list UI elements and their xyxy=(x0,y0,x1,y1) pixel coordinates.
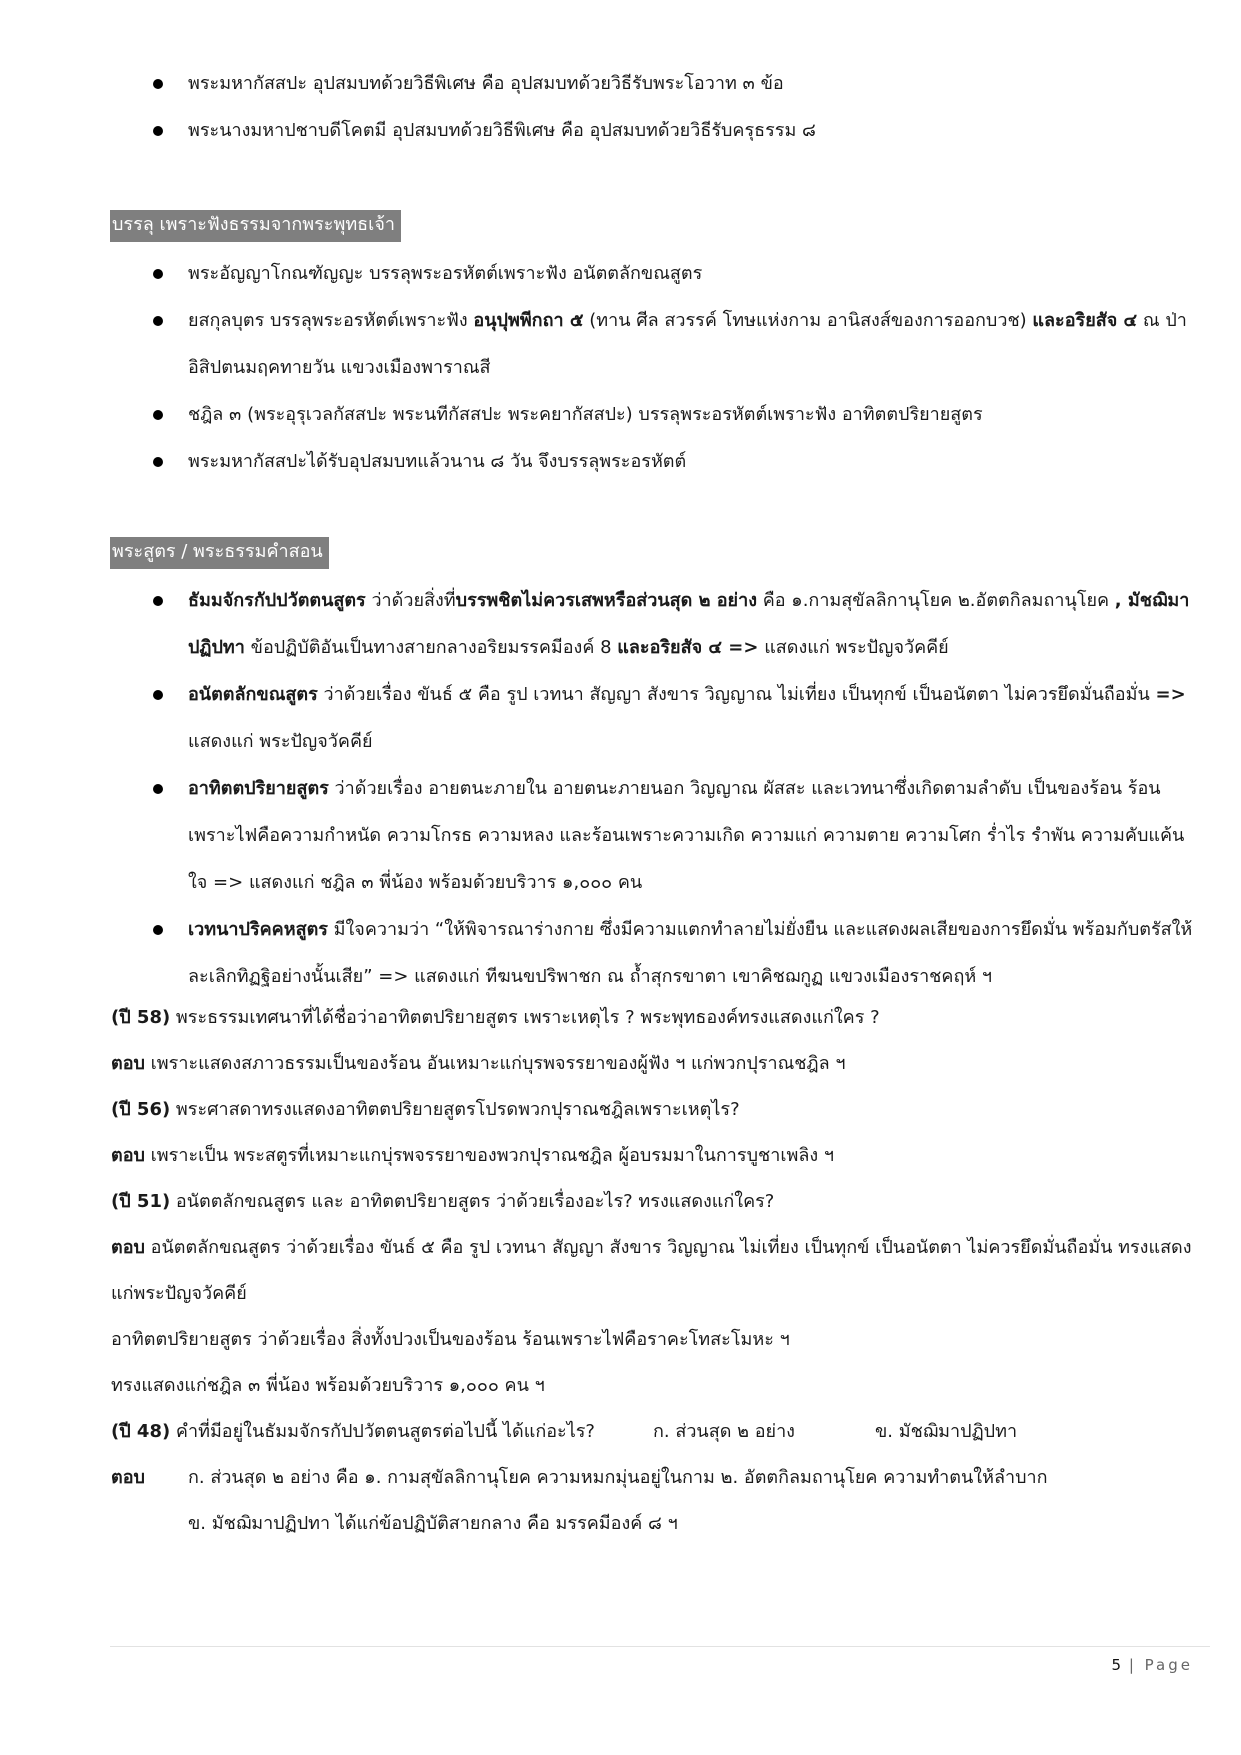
sutta-list xyxy=(0,577,1241,1000)
answer-51-line2: อาทิตตปริยายสูตร ว่าด้วยเรื่อง สิ่งทั้งปวงเป็นของร้อน ร้อนเพราะไฟคือราคะโทสะโมหะ ฯ xyxy=(111,1329,790,1350)
question-51: (ปี 51) อนัตตลักขณสูตร และ อาทิตตปริยายสูตร ว่าด้วยเรื่องอะไร? ทรงแสดงแก่ใคร? xyxy=(111,1191,775,1212)
enlightenment-list xyxy=(0,250,1241,485)
list-item: อาทิตตปริยายสูตร ว่าด้วยเรื่อง อายตนะภายใน อายตนะภายนอก วิญญาณ ผัสสะ และเวทนาซึ่งเกิดตามลำดับ เป็นของร้อน ร้อนเพราะไฟคือความกำหนัด ความโกรธ ความหลง และร้อนเพราะความเกิด ความแก่ ความตาย ความโศก ร่ำไร รำพัน ความคับแค้นใจ => แสดงแก่ ชฎิล ๓ พี่น้อง พร้อมด้วยบริวาร ๑,๐๐๐ คน xyxy=(108,765,1201,906)
top-bullet-list xyxy=(0,60,856,154)
answer-51: ตอบ อนัตตลักขณสูตร ว่าด้วยเรื่อง ขันธ์ ๕ คือ รูป เวทนา สัญญา สังขาร วิญญาณ ไม่เที่ยง เป็นทุกข์ เป็นอนัตตา ไม่ควรยึดมั่นถือมั่น ทรงแสดงแก่พระปัญจวัคคีย์ xyxy=(111,1237,1192,1304)
bullet-icon xyxy=(153,784,163,794)
answer-48: ตอบ ก. ส่วนสุด ๒ อย่าง คือ ๑. กามสุขัลลิกานุโยค ความหมกมุ่นอยู่ในกาม ๒. อัตตกิลมถานุโยค ความทำตนให้ลำบาก xyxy=(111,1467,1048,1488)
list-item: พระมหากัสสปะ อุปสมบทด้วยวิธีพิเศษ คือ อุปสมบทด้วยวิธีรับพระโอวาท ๓ ข้อ xyxy=(108,60,816,107)
answer-48-line2: ข. มัชฌิมาปฏิปทา ได้แก่ข้อปฏิบัติสายกลาง คือ มรรคมีองค์ ๘ ฯ xyxy=(188,1513,678,1534)
answer-51-line3: ทรงแสดงแก่ชฎิล ๓ พี่น้อง พร้อมด้วยบริวาร ๑,๐๐๐ คน ฯ xyxy=(111,1375,545,1396)
footer-divider xyxy=(110,1646,1210,1647)
bullet-icon xyxy=(153,410,163,420)
question-48: (ปี 48) คำที่มีอยู่ในธัมมจักรกัปปวัตตนสูตรต่อไปนี้ ได้แก่อะไร? ก. ส่วนสุด ๒ อย่าง ข. มัชฌิมาปฏิปทา xyxy=(111,1421,1018,1442)
list-item: พระนางมหาปชาบดีโคตมี อุปสมบทด้วยวิธีพิเศษ คือ อุปสมบทด้วยวิธีรับครุธรรม ๘ xyxy=(108,107,816,154)
bullet-icon xyxy=(153,79,163,89)
bullet-icon xyxy=(153,690,163,700)
bullet-icon xyxy=(153,457,163,467)
list-item: อนัตตลักขณสูตร ว่าด้วยเรื่อง ขันธ์ ๕ คือ รูป เวทนา สัญญา สังขาร วิญญาณ ไม่เที่ยง เป็นทุกข์ เป็นอนัตตา ไม่ควรยึดมั่นถือมั่น => แสดงแก่ พระปัญจวัคคีย์ xyxy=(108,671,1201,765)
list-item: เวทนาปริคคหสูตร มีใจความว่า “ให้พิจารณาร่างกาย ซึ่งมีความแตกทำลายไม่ยั่งยืน และแสดงผลเสียของการยึดมั่น พร้อมกับตรัสให้ละเลิกทิฏฐิอย่างนั้นเสีย” => แสดงแก่ ทีฆนขปริพาชก ณ ถ้ำสุกรขาตา เขาคิชฌกูฏ แขวงเมืองราชคฤห์ ฯ xyxy=(108,906,1201,1000)
bullet-icon xyxy=(153,316,163,326)
list-item: ธัมมจักรกัปปวัตตนสูตร ว่าด้วยสิ่งที่บรรพชิตไม่ควรเสพหรือส่วนสุด ๒ อย่าง คือ ๑.กามสุขัลลิกานุโยค ๒.อัตตกิลมถานุโยค , มัชฌิมาปฏิปทา ข้อปฏิบัติอันเป็นทางสายกลางอริยมรรคมีองค์ 8 และอริยสัจ ๔ => แสดงแก่ พระปัญจวัคคีย์ xyxy=(108,577,1201,671)
page-footer: 5 | Page xyxy=(1111,1656,1193,1674)
question-56: (ปี 56) พระศาสดาทรงแสดงอาทิตตปริยายสูตรโปรดพวกปุราณชฎิลเพราะเหตุไร? xyxy=(111,1099,740,1120)
list-item: พระอัญญาโกณฑัญญะ บรรลุพระอรหัตต์เพราะฟัง อนัตตลักขณสูตร xyxy=(108,250,1201,297)
answer-58: ตอบ เพราะแสดงสภาวธรรมเป็นของร้อน อันเหมาะแก่บุรพจรรยาของผู้ฟัง ฯ แก่พวกปุราณชฎิล ฯ xyxy=(111,1053,846,1074)
question-58: (ปี 58) พระธรรมเทศนาที่ได้ชื่อว่าอาทิตตปริยายสูตร เพราะเหตุไร ? พระพุทธองค์ทรงแสดงแก่ใคร ? xyxy=(111,1007,880,1028)
exam-qa-block xyxy=(111,995,1201,1547)
list-item: ชฎิล ๓ (พระอุรุเวลกัสสปะ พระนทีกัสสปะ พระคยากัสสปะ) บรรลุพระอรหัตต์เพราะฟัง อาทิตตปริยายสูตร xyxy=(108,391,1201,438)
list-item: พระมหากัสสปะได้รับอุปสมบทแล้วนาน ๘ วัน จึงบรรลุพระอรหัตต์ xyxy=(108,438,1201,485)
bullet-icon xyxy=(153,596,163,606)
section-heading-enlightenment: บรรลุ เพราะฟังธรรมจากพระพุทธเจ้า xyxy=(110,210,401,242)
bullet-icon xyxy=(153,925,163,935)
section-heading-suttas: พระสูตร / พระธรรมคำสอน xyxy=(110,537,329,569)
answer-56: ตอบ เพราะเป็น พระสตูรที่เหมาะแกบุ่รพจรรยาของพวกปุราณชฎิล ผู้อบรมมาในการบูชาเพลิง ฯ xyxy=(111,1145,834,1166)
bullet-icon xyxy=(153,126,163,136)
bullet-icon xyxy=(153,269,163,279)
list-item: ยสกุลบุตร บรรลุพระอรหัตต์เพราะฟัง อนุปุพพีกถา ๕ (ทาน ศีล สวรรค์ โทษแห่งกาม อานิสงส์ของการออกบวช) และอริยสัจ ๔ ณ ป่าอิสิปตนมฤคทายวัน แขวงเมืองพาราณสี xyxy=(108,297,1201,391)
